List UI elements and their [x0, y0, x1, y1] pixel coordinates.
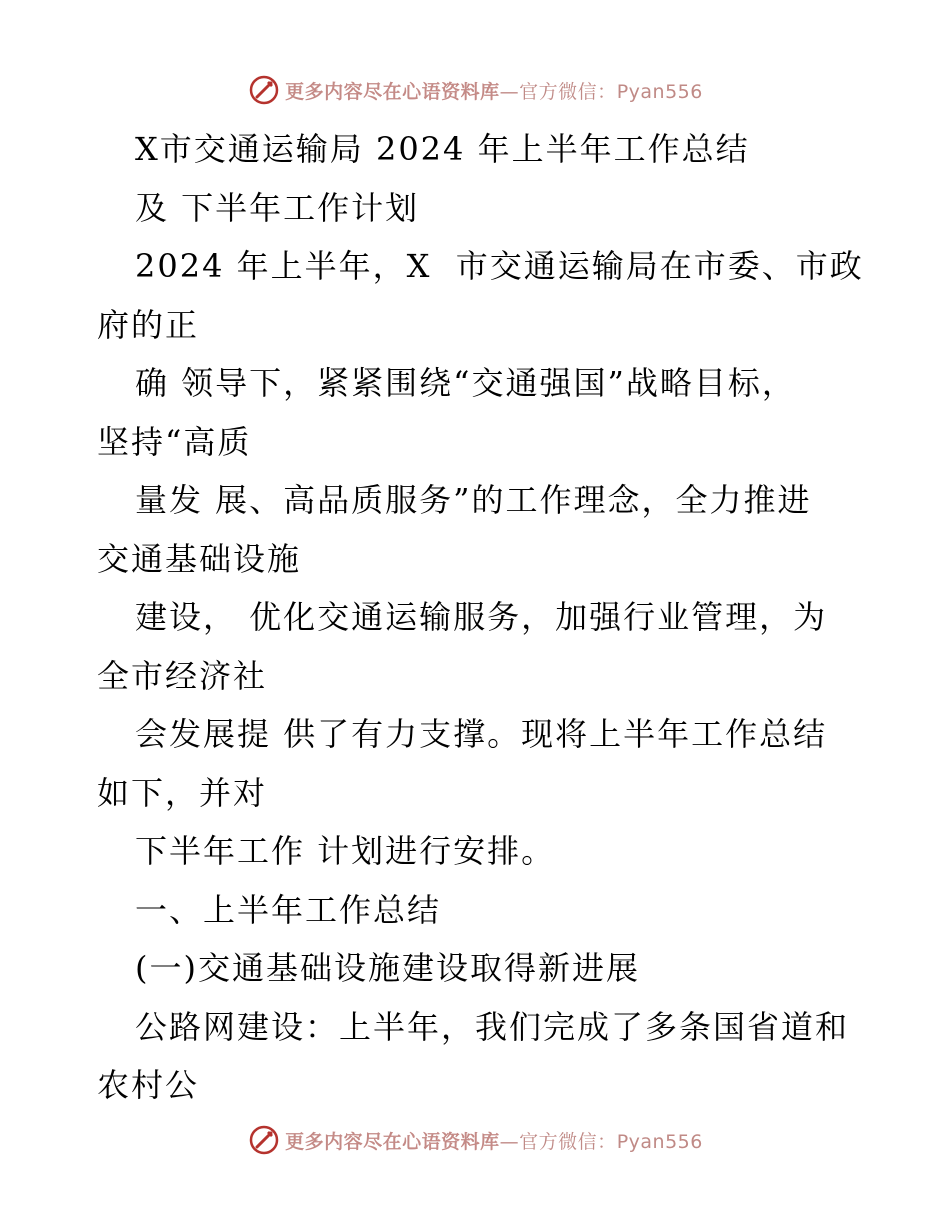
document-body	[97, 120, 864, 1115]
doc-line: 建设， 优化交通运输服务，加强行业管理，为	[135, 598, 828, 636]
doc-line: 全市经济社	[97, 656, 268, 695]
watermark-dash: —	[499, 1130, 520, 1153]
watermark-footer	[0, 1120, 950, 1160]
doc-line: 交通基础设施	[97, 539, 302, 578]
watermark-site: 更多内容尽在心语资料库	[285, 80, 500, 103]
watermark-wechat-id: Pyan556	[616, 1130, 703, 1153]
doc-line: 公路网建设：上半年，我们完成了多条国省道和	[135, 1007, 850, 1046]
doc-line: 坚持“高质	[97, 422, 252, 461]
doc-line: 如下，并对	[97, 773, 268, 812]
watermark-text	[285, 77, 703, 104]
watermark-text	[285, 1127, 703, 1154]
watermark-site: 更多内容尽在心语资料库	[285, 1130, 500, 1153]
watermark-header	[0, 70, 950, 110]
watermark-wechat-id: Pyan556	[616, 80, 703, 103]
doc-line: 府的正	[97, 305, 200, 344]
doc-line: 2024 年上半年，X 市交通运输局在市委、市政	[135, 247, 864, 285]
doc-line: 确 领导下，紧紧围绕“交通强国”战略目标，	[135, 364, 796, 402]
doc-line: 量发 展、高品质服务”的工作理念，全力推进	[135, 481, 812, 519]
pen-logo-icon	[247, 1123, 281, 1157]
subsection-heading: (一)交通基础设施建设取得新进展	[135, 949, 640, 987]
doc-line: 下半年工作 计划进行安排。	[135, 832, 556, 870]
doc-line: 及 下半年工作计划	[135, 188, 420, 227]
section-heading: 一、上半年工作总结	[135, 890, 442, 929]
watermark-wechat-label: 官方微信：	[519, 1130, 617, 1153]
doc-line: X市交通运输局 2024 年上半年工作总结	[135, 130, 750, 168]
watermark-wechat-label: 官方微信：	[519, 80, 617, 103]
doc-line: 农村公	[97, 1066, 200, 1104]
watermark-dash: —	[499, 80, 520, 103]
pen-logo-icon	[247, 73, 281, 107]
doc-line: 会发展提 供了有力支撑。现将上半年工作总结	[135, 715, 828, 753]
